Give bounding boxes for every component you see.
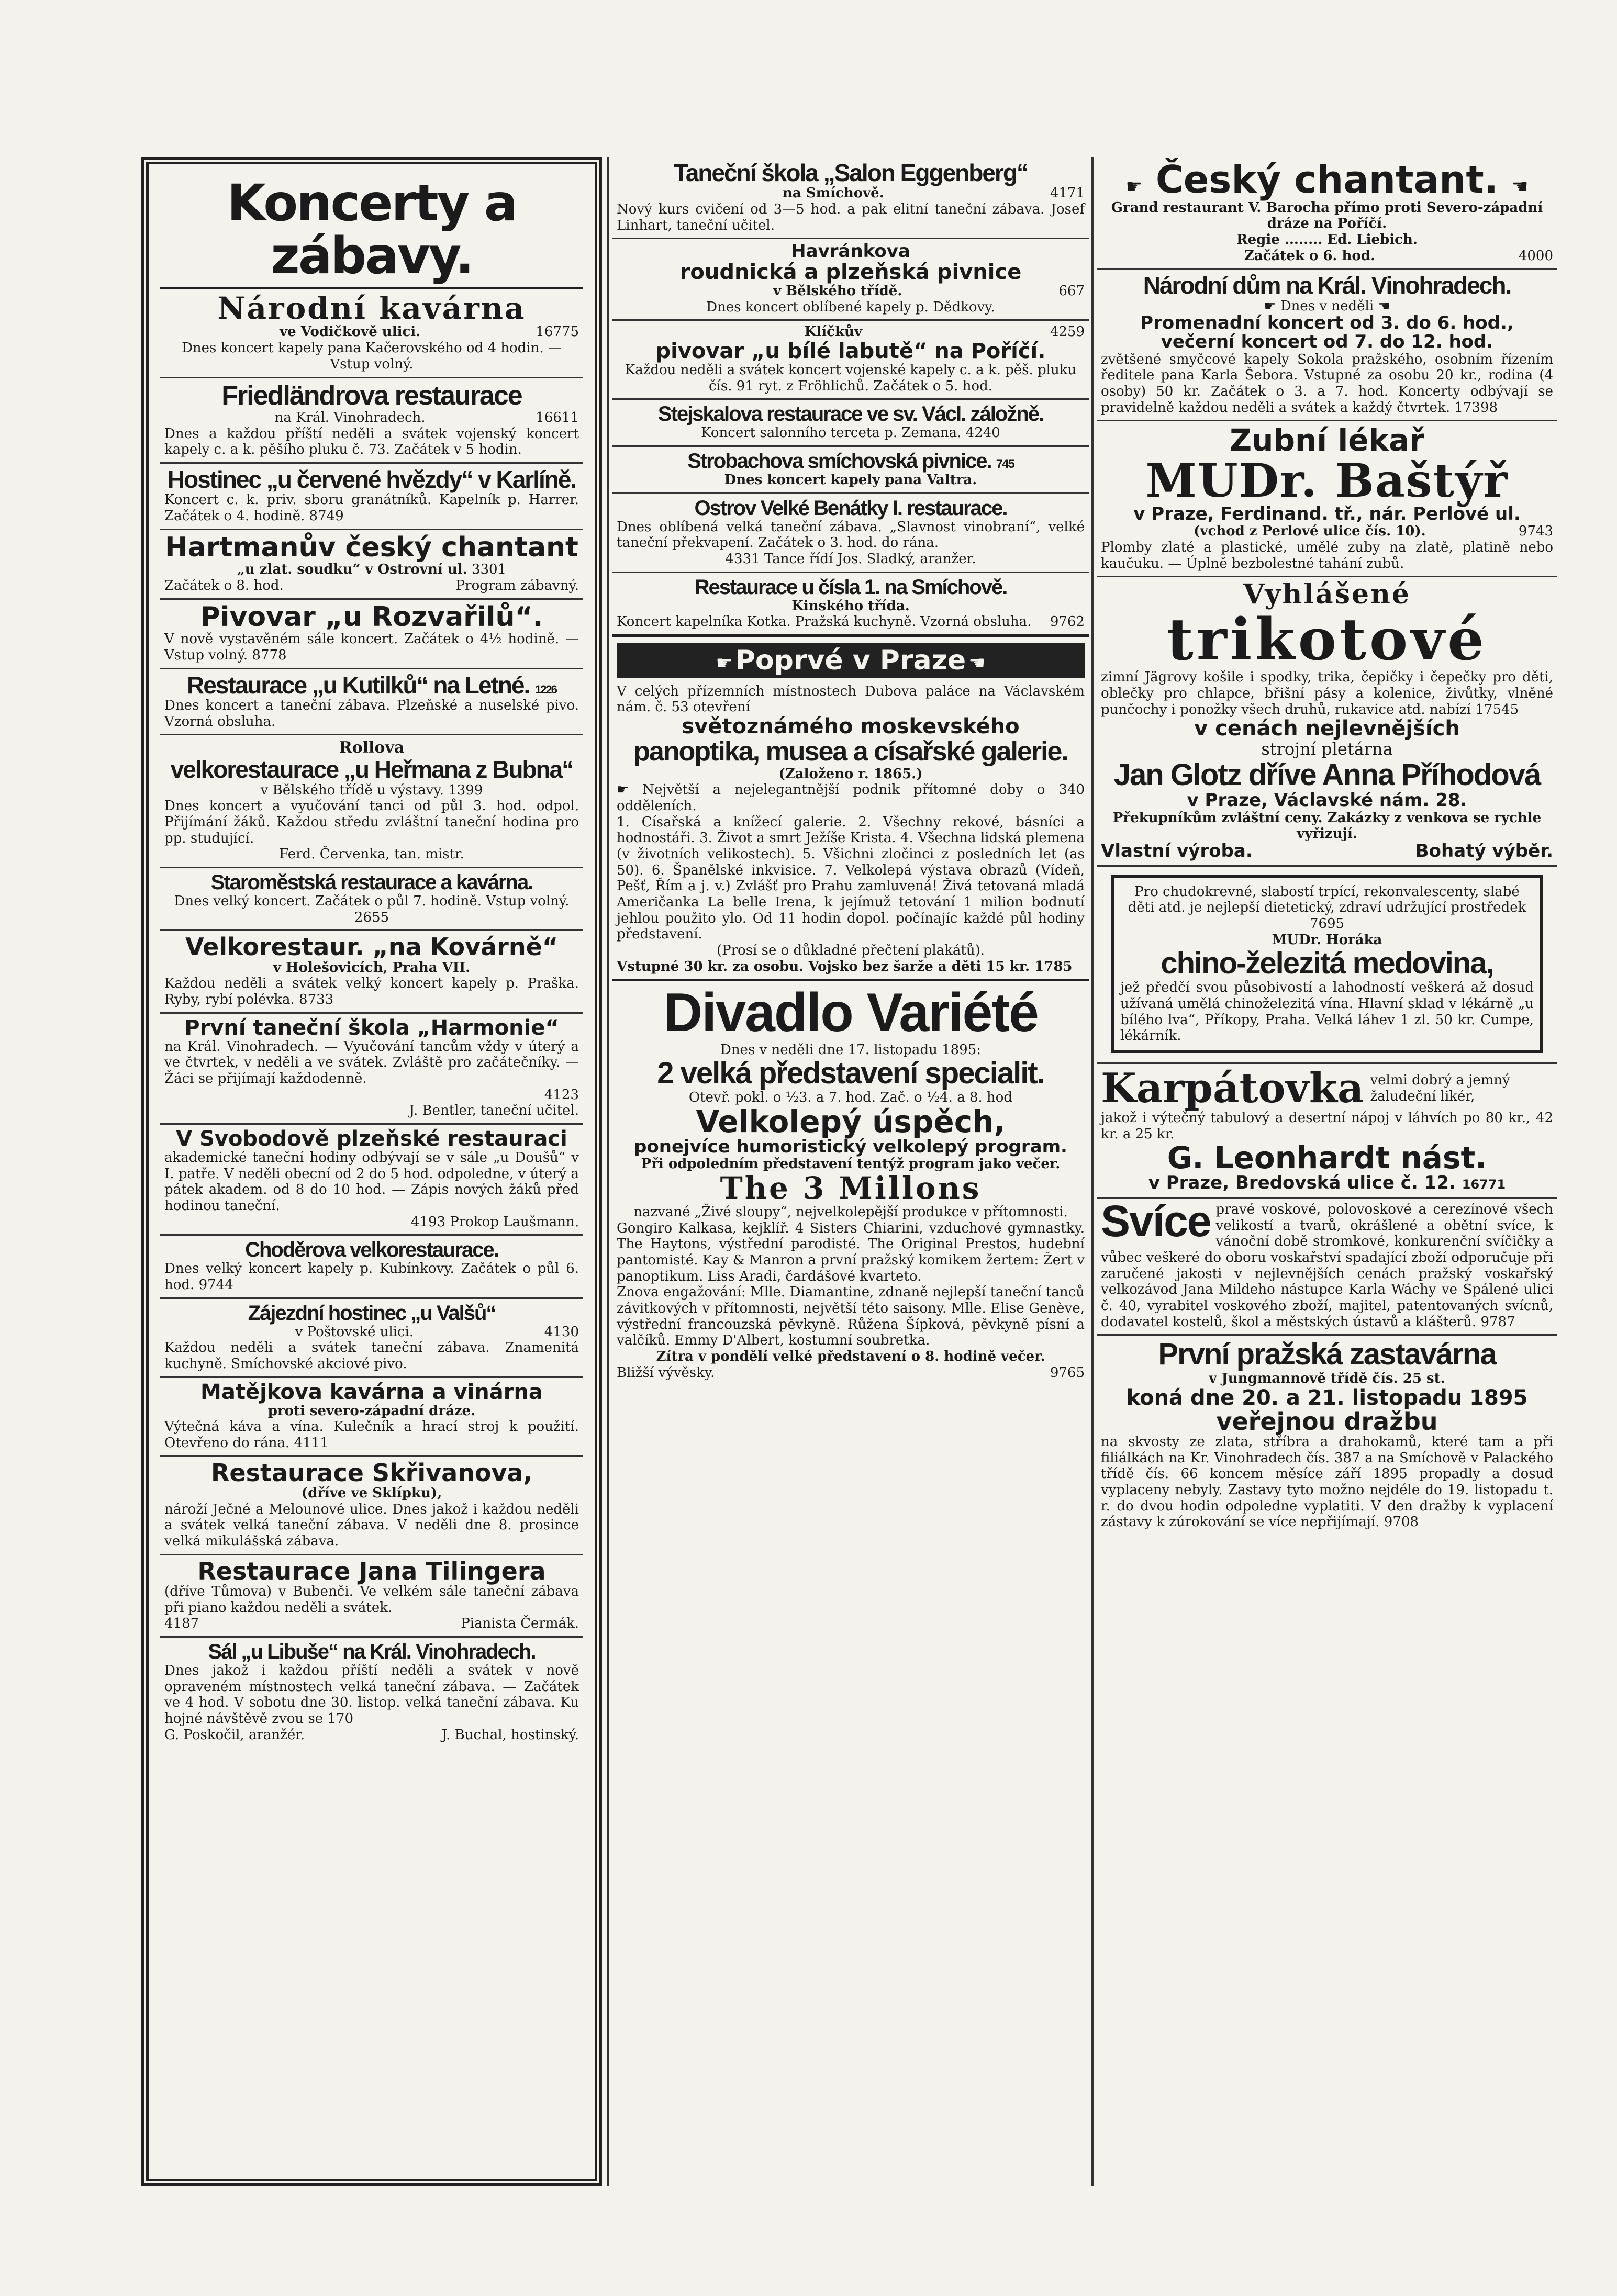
- pointing-hand-icon: ☛: [617, 782, 629, 798]
- ad-text: Dnes koncert kapely pana Valtra.: [724, 472, 977, 488]
- ad-heading: První pražská zastavárna: [1158, 1337, 1496, 1372]
- ad-svoboda: [160, 1125, 583, 1236]
- ad-number: 4130: [544, 1324, 579, 1340]
- ad-heading: pivovar „u bílé labutě“ na Poříčí.: [655, 339, 1046, 364]
- section-heading: Koncerty a zábavy.: [227, 174, 517, 285]
- ad-heading: Divadlo Variété: [663, 982, 1038, 1044]
- ad-libuse: [160, 1638, 583, 1747]
- ad-number: 4259: [1050, 324, 1085, 340]
- ad-text: Výtečná káva a vína. Kulečník a hrací stroj k použití. Otevřeno do rána.: [164, 1419, 579, 1451]
- ad-heading: Staroměstská restaurace a kavárna.: [210, 870, 533, 894]
- ad-text: Plomby zlaté a plastické, umělé zuby na zlatě, platině nebo kaučuku. — Úplně bezbolestné tahání zubů.: [1101, 539, 1553, 572]
- ad-number: 2655: [354, 909, 389, 925]
- ad-sub: (dříve ve Sklípku),: [301, 1485, 442, 1501]
- ad-narodni-kavarna: [160, 289, 583, 378]
- ad-sub: strojní pletárna: [1261, 739, 1393, 759]
- ad-tomorrow: Zítra v pondělí velké představení o 8. hodině večer.: [656, 1348, 1045, 1364]
- ad-kutilku: [160, 669, 583, 736]
- ad-valsu: [160, 1299, 583, 1378]
- ad-text: Dnes oblíbená velká taneční zábava. „Slavnost vinobraní“, velké taneční překvapení. Začátek o 3. hod. do rána.: [617, 519, 1085, 551]
- ad-box: [1111, 875, 1543, 1053]
- ad-heading: Národní dům na Král. Vinohradech.: [1143, 272, 1511, 299]
- ad-sub: Kinského třída.: [791, 598, 910, 614]
- ad-heading-2: koná dne 20. a 21. listopadu 1895: [1126, 1385, 1528, 1410]
- ad-number: 3301: [471, 562, 507, 578]
- section-title: [160, 174, 583, 289]
- ad-number: 667: [1058, 283, 1085, 299]
- ad-date: Dnes v neděli dne 17. listopadu 1895:: [720, 1041, 982, 1058]
- ad-heading: Strobachova smíchovská pivnice.: [687, 450, 991, 473]
- ad-rollova: [160, 735, 583, 868]
- ad-friedlander: [160, 378, 583, 464]
- ad-sub: v Holešovicích, Praha VII.: [273, 959, 471, 976]
- ad-text: Dnes a každou příští neděli a svátek vojenský koncert kapely c. a k. pěšího pluku č. 73. Začátek v 5 hodin.: [164, 425, 579, 458]
- ad-heading: Velkorestaur. „na Kovárně“: [185, 933, 559, 961]
- ad-note: (Prosí se o důkladné přečtení plakátů).: [716, 942, 985, 958]
- column-rule-right: [1091, 157, 1094, 2186]
- ad-heading: světoznámého moskevského: [682, 714, 1020, 738]
- ad-text: V nově vystavěném sále koncert. Začátek o 4½ hodině. — Vstup volný.: [164, 631, 579, 663]
- ad-text: Pro chudokrevné, slabostí trpící, rekonvalescenty, slabé děti atd. je nejlepší dietetický, zdraví udržující prostředek: [1128, 883, 1526, 916]
- pointing-hand-icon: ☚: [1378, 298, 1390, 314]
- ad-text: zvětšené smyčcové kapely Sokola pražského, osobním řízením ředitele pana Karla Šebora. Vstupné za osobu 20 kr., rodina (4 osoby) 50 kr. Začátek o 3. a 7. hod. Koncerty odbývají se pravidelně každou neděli a svátek a každý čtvrtek.: [1101, 351, 1553, 416]
- ad-number: 4240: [965, 425, 1000, 441]
- ad-start: Začátek o 6. hod.: [1244, 248, 1375, 264]
- ad-number: 9762: [1050, 614, 1085, 630]
- ad-sub: „u zlat. soudku“ v Ostrovní ul.: [237, 562, 467, 578]
- ad-heading: Choděrova velkorestaurace.: [245, 1238, 498, 1262]
- ad-text-2: jež předčí svou působivostí a lahodností veškerá až dosud užívaná umělá chinoželezitá vína. Hlavní sklad v lékárně „u bílého lva“, Příkopy, Praha. Velká láhev 1 zl. 50 kr. Cumpe, lékárník.: [1120, 980, 1534, 1044]
- ad-matejkova: [160, 1378, 583, 1457]
- ad-stejskalova: [612, 400, 1089, 447]
- ad-text: Každou neděli a svátek taneční zábava. Znamenitá kuchyně. Smíchovské akciové pivo.: [164, 1340, 579, 1372]
- ad-regie: Regie ........ Ed. Liebich.: [1236, 231, 1418, 248]
- ad-sub: proti severo-západní dráze.: [267, 1403, 476, 1419]
- column-right: [1097, 157, 1557, 2186]
- ad-address: v Praze, Ferdinand. tř., nár. Perlové ul.: [1133, 503, 1521, 524]
- ad-heading-3: veřejnou dražbu: [1216, 1407, 1438, 1436]
- ad-number: 4331: [725, 551, 760, 567]
- ad-heading: roudnická a plzeňská pivnice: [679, 260, 1022, 284]
- banner-title: Poprvé v Praze: [735, 645, 966, 677]
- ad-heading: chino-železitá medovina,: [1161, 946, 1493, 981]
- ad-narodni-dum: [1097, 270, 1557, 421]
- ad-heading-2: G. Leonhardt nást.: [1167, 1140, 1487, 1176]
- ad-heading: Národní kavárna: [217, 290, 526, 326]
- ad-number: 16611: [536, 410, 579, 426]
- ad-rozvarilu: [160, 600, 583, 669]
- ad-cesky-chantant: [1097, 157, 1557, 270]
- ad-choderova: [160, 1236, 583, 1298]
- ad-text: Při odpoledním představení tentýž program jako večer.: [641, 1156, 1061, 1172]
- ad-number: 1785: [1034, 958, 1073, 975]
- ad-number: 745: [996, 457, 1014, 472]
- ad-heading: Zájezdní hostinec „u Valšů“: [248, 1301, 496, 1325]
- ad-heading: Sál „u Libuše“ na Král. Vinohradech.: [208, 1640, 536, 1663]
- ad-right: Program zábavný.: [455, 578, 579, 594]
- ad-number: 4187: [164, 1616, 199, 1632]
- ad-text: jakož i výtečný tabulový a desertní nápoj v láhvích po 80 kr., 42 kr. a 25 kr.: [1101, 1110, 1553, 1142]
- ad-sub: ve Vodičkově ulici.: [280, 324, 421, 340]
- ad-heading-2: 2 velká představení specialit.: [657, 1056, 1044, 1091]
- ad-heading-3: Velkolepý úspěch,: [696, 1103, 1006, 1139]
- pointing-hand-icon: ☚: [968, 653, 986, 675]
- ad-heading-main: panoptika, musea a císařské galerie.: [633, 736, 1068, 767]
- ad-heading: Taneční škola „Salon Eggenberg“: [674, 159, 1028, 186]
- ad-heading: Svíce: [1101, 1196, 1211, 1246]
- ad-left: Začátek o 8. hod.: [164, 578, 284, 594]
- ad-sub: v Jungmannově třídě čís. 25 st.: [1209, 1371, 1445, 1387]
- ad-text: zimní Jägrovy košile i spodky, trika, čepičky i čepečky pro děti, oblečky pro chlapce, břišní pásy a kolenice, živůtky, vlněné punčochy i ponožky všech druhů, rukavice atd. nabízí: [1101, 669, 1553, 718]
- ad-panoptikum: [612, 637, 1089, 981]
- ad-performers-2: Znova engažování: Mlle. Diamantine, zdnaně nejlepší taneční tanců závitkových v přítomnosti, největší této saisony. Mlle. Elise Genève, výstřední francouzská pěvkyně. Růžena Šípková, pěvkyně písní a valčíků. Emmy D'Albert, kostumní soubretka.: [617, 1284, 1085, 1349]
- ad-text: (dříve Tůmova) v Bubenči. Ve velkém sále taneční zábava při piano každou neděli a svátek.: [164, 1583, 579, 1616]
- ad-number: 9708: [1384, 1514, 1419, 1530]
- ad-text: Koncert c. k. priv. sboru granátníků. Kapelník p. Harrer. Začátek o 4. hodině.: [164, 492, 579, 524]
- ad-sub: na Král. Vinohradech.: [274, 410, 426, 426]
- ad-number: 1399: [448, 782, 483, 798]
- ad-signature: Pianista Čermák.: [461, 1616, 579, 1632]
- ad-havrankova: [612, 239, 1089, 321]
- ad-tilinger: [160, 1555, 583, 1638]
- ad-cisla-1: [612, 573, 1089, 637]
- ad-pre: Rollova: [339, 738, 405, 757]
- ad-times: Otevř. pokl. o ½3. a 7. hod. Zač. o ½4. a 8. hod: [688, 1090, 1013, 1106]
- ad-zastavarna: [1097, 1336, 1557, 1535]
- ad-performers: Gongiro Kalkasa, kejklíř. 4 Sisters Chiarini, vzduchové gymnastky. The Haytons, výstřední parodisté. The Original Prestos, hudební pantomisté. Kay & Manron a první pražský komikem žertem: Žert v panoptikum. Liss Aradi, čardášové kvarteto.: [617, 1220, 1085, 1284]
- ad-right: Bohatý výběr.: [1415, 841, 1553, 862]
- ad-sub: Dnes v neděli: [1280, 298, 1374, 314]
- ad-signature: Ferd. Červenka, tan. mistr.: [279, 846, 464, 863]
- ad-heading: Restaurace u čísla 1. na Smíchově.: [694, 575, 1007, 599]
- ad-svice: [1097, 1196, 1557, 1336]
- ad-number: 9743: [1518, 523, 1553, 540]
- ad-heading: Friedländrova restaurace: [221, 380, 522, 411]
- ad-heading: velkorestaurace „u Heřmana z Bubna“: [170, 756, 573, 783]
- ad-number: 170: [327, 1710, 353, 1727]
- ad-established: (Založeno r. 1865.): [778, 766, 923, 782]
- ad-signature: Tance řídí Jos. Sladký, aranžer.: [764, 551, 976, 567]
- ad-left: Vlastní výroba.: [1101, 841, 1253, 862]
- ad-sub: v Poštovské ulici.: [295, 1324, 414, 1340]
- ad-number: 8733: [299, 991, 334, 1007]
- ad-text: V celých přízemních místnostech Dubova paláce na Václavském nám. č. 53 otevření: [617, 683, 1085, 715]
- ad-heading: Stejskalova restaurace ve sv. Václ. záložně.: [657, 402, 1044, 426]
- ad-number: 4123: [544, 1087, 579, 1103]
- ad-right: J. Buchal, hostinský.: [441, 1727, 579, 1743]
- ad-text: Koncert kapelníka Kotka. Pražská kuchyně. Vzorná obsluha.: [617, 614, 1032, 630]
- ad-left: G. Poskočil, aranžér.: [164, 1727, 305, 1743]
- ad-text: akademické taneční hodiny odbývají se v sále „u Doušů“ v I. patře. V neděli obecní od 2 do 5 hod. odpoledne, v úterý a pátek akadem. od 8 do 10 hod. — Zápis nových žáků před hodinou taneční.: [164, 1149, 579, 1214]
- column-rule-left: [607, 157, 609, 2186]
- ad-sub: na Smíchově.: [783, 185, 884, 201]
- ad-text: Dnes koncert oblíbené kapely p. Dědkovy.: [706, 299, 995, 315]
- ad-number: 8778: [252, 647, 287, 663]
- ad-heading: Ostrov Velké Benátky I. restaurace.: [694, 496, 1007, 520]
- ad-text: Grand restaurant V. Barocha přímo proti Severo-západní dráze na Poříčí.: [1111, 199, 1543, 232]
- ad-staromestska: [160, 868, 583, 931]
- ad-text: Dnes velký koncert. Začátek o půl 7. hodině. Vstup volný.: [174, 893, 570, 909]
- ad-heading: Karpátovka: [1101, 1065, 1364, 1113]
- ad-bila-labut: [612, 321, 1089, 400]
- pointing-hand-icon: ☛: [716, 653, 733, 675]
- ad-text: pravé voskové, polovoskové a cerezínové všech velikostí a tvarů, okrášlené a obětní svíce, k vánoční době stromkové, konkurenční svíčičky a vůbec veškeré do oboru voskařství spadající zboží odporučuje při zaručené jakosti v nejlevnějších cenách pražský voskařský velkozávod Jana Mildeho nástupce Karla Wáchy ve Spálené ulici č. 40, vyrabitel voskového zboží, majitel, patentovaných svícnů, dodavatel kostelů, škol a městských ústavů a klášterů.: [1101, 1201, 1553, 1330]
- ad-heading-3: Jan Glotz dříve Anna Příhodová: [1113, 758, 1541, 792]
- ad-velke-benatky: [612, 494, 1089, 573]
- ad-heading-2: v cenách nejlevnějších: [1194, 716, 1460, 741]
- ad-pre: Klíčkův: [804, 324, 863, 340]
- ad-number: 7695: [1309, 916, 1345, 932]
- ad-heading-2: Promenadní koncert od 3. do 6. hod., večerní koncert od 7. do 12. hod.: [1140, 312, 1514, 352]
- ad-number: 16771: [1462, 1177, 1506, 1192]
- ad-address: v Praze, Bredovská ulice č. 12.: [1148, 1172, 1456, 1194]
- ad-heading: V Svobodově plzeňské restauraci: [176, 1126, 567, 1151]
- ad-sub: v Bělského třídě.: [773, 283, 902, 299]
- ad-text: Dnes koncert a taneční zábava. Plzeňské a nuselské pivo. Vzorná obsluha.: [164, 697, 579, 730]
- ad-number: 4111: [294, 1435, 329, 1451]
- ad-cervena-hvezda: [160, 464, 583, 530]
- ad-pre: Vyhlášené: [1243, 578, 1411, 611]
- ad-medovina: [1097, 867, 1557, 1064]
- ad-heading: Restaurace Skřivanova,: [210, 1458, 533, 1487]
- column-concerts: [141, 157, 602, 2186]
- ad-signature: J. Bentler, taneční učitel.: [409, 1103, 579, 1119]
- ad-hartman: [160, 530, 583, 600]
- ad-number: 4000: [1518, 248, 1553, 264]
- ad-heading: Matějkova kavárna a vinárna: [200, 1380, 543, 1404]
- ad-heading: Hostinec „u červené hvězdy“ v Karlíně.: [167, 466, 576, 494]
- ad-heading: První taneční škola „Harmonie“: [184, 1015, 559, 1040]
- ad-text: nároží Ječné a Melounové ulice. Dnes jakož i každou neděli a svátek velká taneční zábava. V neděli dne 8. prosince velká mikulášská zábava.: [164, 1501, 579, 1549]
- ad-kovarne: [160, 931, 583, 1013]
- banner: [617, 643, 1085, 678]
- column-middle: [612, 157, 1089, 2186]
- ad-sub: (vchod z Perlové ulice čís. 10).: [1194, 523, 1426, 540]
- ad-heading-4: The 3 Millons: [720, 1170, 982, 1206]
- ad-text: nazvané „Živé sloupy“, nejvelkolepější produkce v přítomnosti.: [633, 1204, 1068, 1220]
- ad-number: 4171: [1050, 185, 1085, 201]
- ad-text: Každou neděli a svátek velký koncert kapely p. Praška. Ryby, rybí polévka.: [164, 976, 579, 1007]
- ad-pre: Zubní lékař: [1230, 422, 1424, 458]
- ad-number: 16775: [536, 324, 579, 340]
- ad-zubni-lekar: [1097, 421, 1557, 577]
- ad-heading: Hartmanův český chantant: [165, 531, 578, 563]
- ad-list: 1. Císařská a knížecí galerie. 2. Všechny rekové, básníci a hodnostáři. 3. Život a smrt Ježíše Krista. 4. Všechna lidská plemena (v životních velikostech). 5. Všichni zločinci z posledních let (as 50). 6. Španělské inkvisice. 7. Velkolepá výstava obrazů (Vídeň, Pešť, Řím a j. v.) Zvlášť pro Prahu zamluvená! Živá tetovaná mladá Američanka La belle Irena, k jejímuž tetování 1 milion bodnutí jehlou použito ylo. Od 11 hodin dopol. počínajíc každé půl hodiny představení.: [617, 814, 1085, 943]
- ad-text: Dnes velký koncert kapely p. Kubínkovy. Začátek o půl 6. hod.: [164, 1261, 579, 1293]
- ad-heading: Restaurace „u Kutilků“ na Letné.: [186, 671, 530, 699]
- pointing-hand-icon: ☛: [1264, 298, 1276, 314]
- ad-sub: v Bělského třídě u výstavy.: [260, 782, 444, 798]
- ad-trikotove: [1097, 577, 1557, 866]
- ad-left: Bližší vývěsky.: [617, 1364, 715, 1381]
- ad-number: 8749: [309, 508, 344, 524]
- ad-text: Dnes jakož i každou příští neděli a svátek v nově opraveném místnostech velká taneční zábava. — Začátek ve 4 hod. V sobotu dne 30. listop. velká taneční zábava. Ku hojné návštěvě zvou se: [164, 1662, 579, 1727]
- ad-signature: Prokop Laušmann.: [450, 1214, 579, 1230]
- ad-prices: Vstupné 30 kr. za osobu. Vojsko bez šarže a děti 15 kr.: [617, 958, 1030, 975]
- ad-number: 9787: [1480, 1314, 1515, 1330]
- ad-heading: trikotové: [1166, 605, 1488, 673]
- ad-text: Nový kurs cvičení od 3—5 hod. a pak elitní taneční zábava. Josef Linhart, taneční učitel.: [617, 201, 1085, 233]
- ad-heading: Český chantant.: [1155, 158, 1499, 201]
- ad-number: 9744: [198, 1276, 233, 1293]
- ad-heading: Pivovar „u Rozvařilů“.: [200, 601, 543, 633]
- ad-number: 17398: [1454, 399, 1498, 416]
- ad-side: velmi dobrý a jemný žaludeční likér,: [1370, 1072, 1510, 1104]
- ad-skrivanova: [160, 1457, 583, 1555]
- ad-number: 4193: [410, 1214, 446, 1230]
- ad-text: na skvosty ze zlata, stříbra a drahokamů, které tam a při filiálkách na Kr. Vinohradech čís. 387 a na Smíchově v Palackého třídě čís. 66 koncem měsíce září 1895 propadly a dosud vyplaceny nebyly. Zastavy tyto možno nejdéle do 19. listopadu t. r. do dvou hodin odpoledne vyplatiti. V den dražby k vyplacení zástavy k zúrokování se více nepřijímají.: [1101, 1434, 1553, 1530]
- ad-text: na Král. Vinohradech. — Vyučování tancům vždy v úterý a ve čtvrtek, v neděli a ve svátek. Zvláště pro začátečníky. — Žáci se přijímají každodenně.: [164, 1038, 579, 1087]
- ad-harmonie: [160, 1014, 583, 1125]
- ad-text-bold: ponejvíce humoristický velkolepý program.: [634, 1136, 1067, 1157]
- ad-karpatovka: [1097, 1064, 1557, 1199]
- ad-heading: MUDr. Baštýř: [1145, 453, 1509, 508]
- ad-text: Koncert salonního terceta p. Zemana.: [701, 425, 962, 441]
- ad-text: Každou neděli a svátek koncert vojenské kapely c. a k. pěš. pluku čís. 91 ryt. z Fröhlichů. Začátek o 5. hod.: [625, 362, 1077, 394]
- ad-text: Dnes koncert a vyučování tanci od půl 3. hod. odpol. Přijímání žáků. Každou středu zvláštní taneční hodina pro pp. studující.: [164, 798, 579, 846]
- ad-text: Dnes koncert kapely pana Kačerovského od 4 hodin. — Vstup volný.: [182, 340, 562, 372]
- ad-text: Největší a nejelegantnější podnik přítomné doby o 340 odděleních.: [617, 782, 1085, 814]
- ad-number: 17545: [1475, 701, 1519, 718]
- ad-heading: Restaurace Jana Tilingera: [197, 1556, 546, 1585]
- pointing-hand-icon: ☛: [1125, 176, 1143, 197]
- ad-sub: MUDr. Horáka: [1272, 932, 1382, 948]
- ad-pre: Havránkova: [791, 241, 910, 262]
- ad-eggenberg: [612, 157, 1089, 239]
- ad-text-2: Překupníkům zvláštní ceny. Zakázky z venkova se rychle vyřizují.: [1112, 810, 1542, 842]
- ad-variete: [612, 981, 1089, 1385]
- ad-address: v Praze, Václavské nám. 28.: [1187, 790, 1467, 811]
- ad-strobachova: [612, 447, 1089, 494]
- ad-number: 9765: [1050, 1364, 1085, 1381]
- ad-number: 1226: [535, 682, 556, 696]
- pointing-hand-icon: ☚: [1511, 176, 1529, 197]
